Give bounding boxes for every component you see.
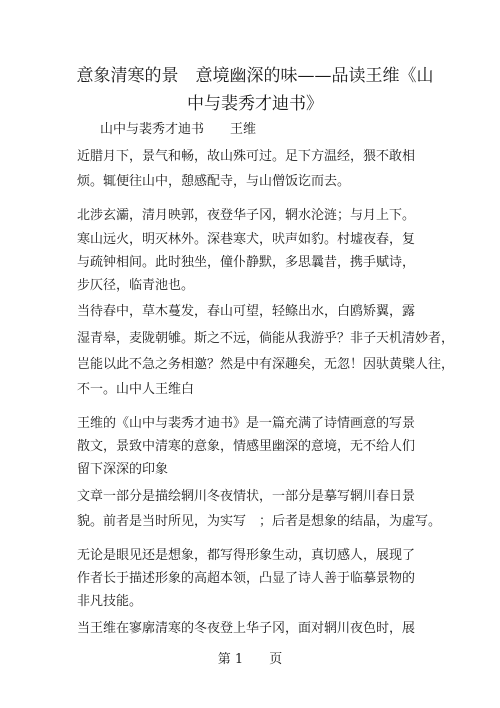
body-line: 无论是眼见还是想象，都写得形象生动，真切感人，展现了 — [77, 548, 416, 563]
body-line: 北涉玄灞，清月映郭，夜登华子冈，辋水沦涟；与月上下。 — [77, 208, 416, 223]
source-text-heading: 山中与裴秀才迪书 王维 — [100, 122, 257, 137]
body-line: 当王维在寥廓清寒的冬夜登上华子冈，面对辋川夜色时，展 — [77, 621, 416, 636]
document-title-line-2: 中与裴秀才迪书》 — [187, 94, 323, 114]
body-line: 文章一部分是描绘辋川冬夜情状，一部分是摹写辋川春日景 — [77, 489, 416, 504]
body-line: 步仄径，临青池也。 — [77, 278, 195, 293]
body-line: 非凡技能。 — [77, 594, 143, 609]
body-line: 与疏钟相间。此时独坐，僮仆静默，多思曩昔，携手赋诗， — [77, 255, 416, 270]
body-line: 不一。山中人王维白 — [77, 382, 195, 397]
body-line: 近腊月下，景气和畅，故山殊可过。足下方温经，猥不敢相 — [77, 149, 416, 164]
body-line: 寒山远火，明灭林外。深巷寒犬，吠声如豹。村墟夜春，复 — [77, 232, 416, 247]
page-number: 第 1 页 — [217, 652, 283, 667]
body-line: 貌。前者是当时所见，为实写 ；后者是想象的结晶，为虚写。 — [77, 514, 442, 529]
body-line: 作者长于描述形象的高超本领，凸显了诗人善于临摹景物的 — [77, 571, 416, 586]
body-line: 烦。辄便往山中，憩感配寺，与山僧饭讫而去。 — [77, 174, 351, 189]
body-line: 王维的《山中与裴秀才迪书》是一篇充满了诗情画意的写景 — [77, 416, 416, 431]
body-line: 散文，景致中清寒的意象，情感里幽深的意境，无不给人们 — [77, 439, 416, 454]
document-title-line-1: 意象清寒的景 意境幽深的味——品读王维《山 — [76, 66, 434, 86]
body-line: 当待春中，草木蔓发，春山可望，轻鲦出水，白鸥矫翼，露 — [77, 304, 416, 319]
body-line: 留下深深的印象 — [77, 462, 169, 477]
body-line: 湿青皋，麦陇朝雊。斯之不远，倘能从我游乎？非子天机清妙者， — [77, 331, 455, 346]
body-line: 岂能以此不急之务相邀？然是中有深趣矣，无忽！因驮黄檗人往， — [77, 357, 455, 372]
